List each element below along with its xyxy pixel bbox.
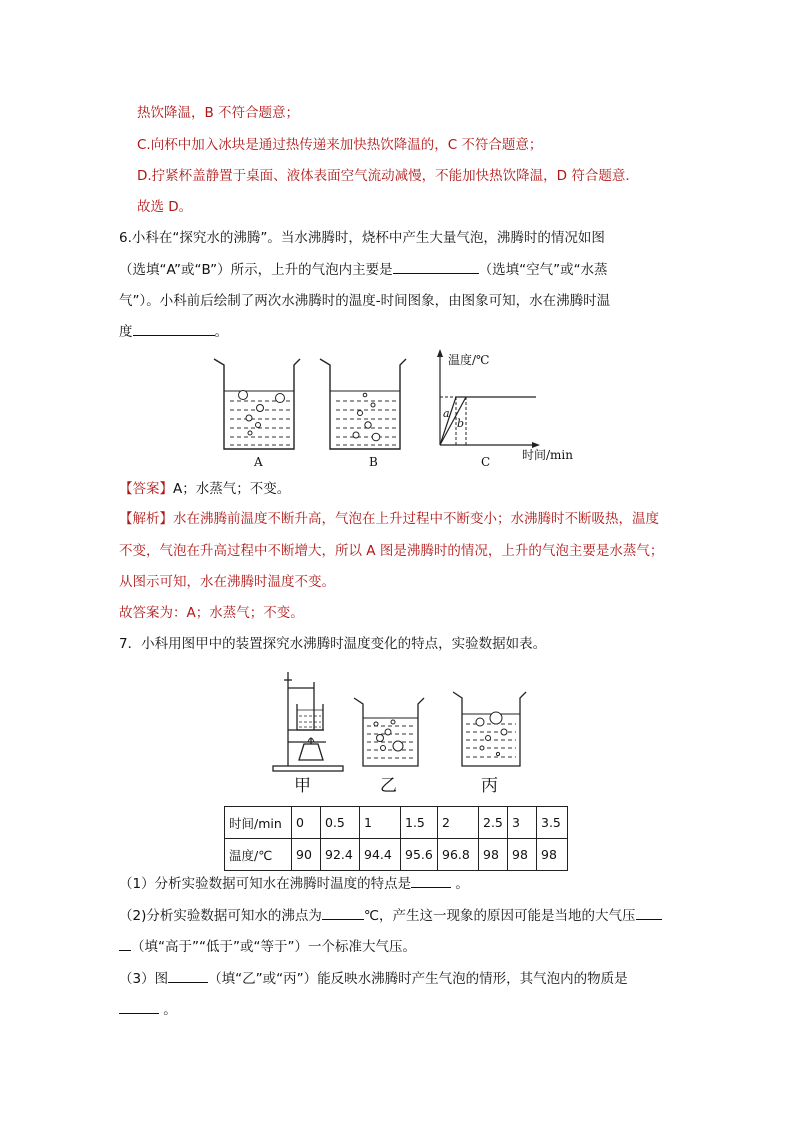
table-cell: 3.5 [537,807,568,839]
q6-line1: 6.小科在“探究水的沸腾”。当水沸腾时，烧杯中产生大量气泡，沸腾时的情况如图 [119,230,605,246]
q6-line2-b: （选填“空气”或“水蒸 [478,262,608,278]
q7-figure [268,662,538,797]
q6-final-answer: 故答案为：A；水蒸气；不变。 [119,605,304,621]
table-cell: 2.5 [479,807,508,839]
prev-analysis-b: 热饮降温，B 不符合题意； [137,105,300,121]
table-row-time [225,807,568,839]
table-cell: 1.5 [401,807,438,839]
q6-line4-b: 。 [214,324,228,340]
table-cell: 90 [292,839,321,871]
beaker-b-label: B [369,455,378,469]
q6-answer [119,480,290,498]
q7-sub1-b: 。 [451,876,469,892]
graph-ylabel: 温度/℃ [448,353,490,367]
table-cell: 1 [360,807,401,839]
table-header-time: 时间/min [225,807,292,839]
q7-blank-2 [322,907,364,920]
q7-sub2-cont [119,938,416,956]
apparatus-jia [273,672,343,771]
q7-blank-3b [119,938,131,951]
table-cell: 3 [508,807,537,839]
table-cell: 92.4 [321,839,360,871]
q6-blank-temp [133,323,215,336]
table-cell: 95.6 [401,839,438,871]
q7-blank-3a [636,907,662,920]
q7-blank-1 [411,875,451,888]
table-row-temp [225,839,568,871]
graph-c [437,349,573,462]
q6-analysis-1 [119,510,659,528]
prev-analysis-c: C.向杯中加入冰块是通过热传递来加快热饮降温的，C 不符合题意； [137,137,543,153]
q7-stem: 7．小科用图甲中的装置探究水沸腾时温度变化的特点，实验数据如表。 [119,636,547,652]
q6-line2-a: （选填“A”或“B”）所示，上升的气泡内主要是 [119,262,393,278]
q7-sub3-c: 。 [159,1002,177,1018]
graph-c-label: C [481,455,491,469]
q7-sub3-b: （填“乙”或“丙”）能反映水沸腾时产生气泡的情形，其气泡内的物质是 [208,971,628,987]
beaker-bing [453,692,526,766]
q7-sub3-cont [119,1001,177,1019]
q7-sub2 [119,907,662,925]
analysis-text-1: 水在沸腾前温度不断升高，气泡在上升过程中不断变小；水沸腾时不断吸热，温度 [173,511,659,527]
table-cell: 98 [537,839,568,871]
q7-sub2-a: （2)分析实验数据可知水的沸点为 [119,908,322,924]
table-cell: 94.4 [360,839,401,871]
beaker-a-label: A [254,455,263,469]
q6-analysis-3: 从图示可知，水在沸腾时温度不变。 [119,574,335,590]
table-cell: 2 [438,807,479,839]
graph-xlabel: 时间/min [522,448,573,462]
beaker-a [214,359,300,449]
answer-text: A；水蒸气；不变。 [173,481,291,497]
q7-blank-4 [168,970,208,983]
table-cell: 98 [508,839,537,871]
q7-sub1-a: （1）分析实验数据可知水在沸腾时温度的特点是 [119,876,412,892]
q7-blank-5 [119,1001,159,1014]
q7-sub3-a: （3）图 [119,971,169,987]
fig-label-bing: 丙 [481,776,498,796]
q7-sub2-c: （填“高于”“低于”或“等于”）一个标准大气压。 [131,939,416,955]
beaker-yi [354,698,424,766]
q6-blank-gas [393,261,479,274]
fig-label-yi: 乙 [380,776,397,796]
table-header-temp: 温度/℃ [225,839,292,871]
q6-analysis-2: 不变，气泡在升高过程中不断增大，所以 A 图是沸腾时的情况，上升的气泡主要是水蒸气； [119,543,664,559]
prev-conclusion: 故选 D。 [137,199,193,215]
q7-data-table [224,806,568,871]
q7-sub1 [119,875,469,893]
beaker-b [320,359,406,449]
graph-line-a-label: a [443,407,450,420]
table-cell: 0 [292,807,321,839]
q6-line3: 气”）。小科前后绘制了两次水沸腾时的温度-时间图象，由图象可知，水在沸腾时温 [119,293,611,309]
q7-sub2-b: ℃，产生这一现象的原因可能是当地的大气压 [363,908,636,924]
table-cell: 0.5 [321,807,360,839]
q6-line4 [119,323,228,341]
table-cell: 96.8 [438,839,479,871]
fig-label-jia: 甲 [294,776,311,796]
prev-analysis-d: D.拧紧杯盖静置于桌面、液体表面空气流动减慢，不能加快热饮降温，D 符合题意. [137,168,630,184]
graph-line-b-label: b [457,417,465,430]
q6-line4-a: 度 [119,324,133,340]
table-cell: 98 [479,839,508,871]
q6-figure [200,345,600,475]
answer-tag: 【答案】 [119,481,173,497]
q6-line2 [119,261,608,279]
q7-sub3 [119,970,628,988]
analysis-tag: 【解析】 [119,511,173,527]
